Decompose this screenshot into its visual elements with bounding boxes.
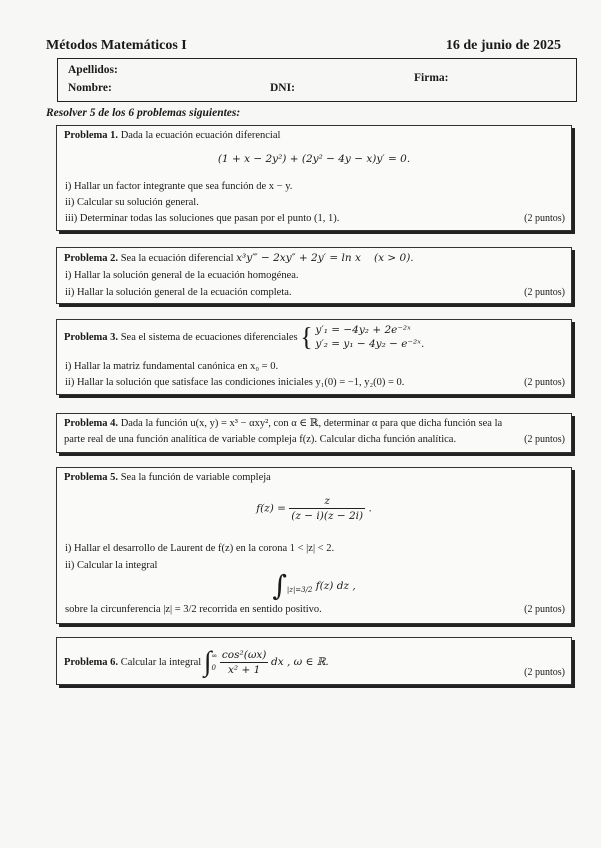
integral-subscript: |z|=3/2 <box>286 586 313 595</box>
function-definition <box>57 494 571 523</box>
fraction-numerator: cos²(ωx) <box>220 648 268 663</box>
problem-item: ii) Calcular la integral <box>65 560 158 571</box>
nombre-label: Nombre: <box>68 82 112 94</box>
problem-statement: Sea la función de variable compleja <box>120 472 271 483</box>
problem-statement: Sea la ecuación diferencial <box>120 253 234 264</box>
problem-item: i) Hallar la solución general de la ecuación homogénea. <box>65 270 299 281</box>
problem-points: (2 puntos) <box>524 604 565 615</box>
integral-lower-limit: 0 <box>211 663 216 672</box>
student-id-box <box>57 58 577 102</box>
problem-item: i) Hallar el desarrollo de Laurent de f(z) en la corona 1 < |z| < 2. <box>65 543 335 554</box>
problem-points: (2 puntos) <box>524 377 565 388</box>
problem-item: iii) Determinar todas las soluciones que pasan por el punto (1, 1). <box>65 213 340 224</box>
left-brace: { <box>300 322 313 352</box>
problem-closing: sobre la circunferencia |z| = 3/2 recorrida en sentido positivo. <box>65 604 322 615</box>
problem-2 <box>56 247 572 304</box>
problem-label: Problema 3. <box>64 332 119 344</box>
problem-text-line: Dada la función u(x, y) = x³ − αxy², con α ∈ ℝ, determinar α para que dicha función sea la <box>120 418 503 429</box>
problem-4 <box>56 413 572 453</box>
problem-statement: Dada la ecuación ecuación diferencial <box>120 130 281 141</box>
problem-label: Problema 1. <box>64 130 119 141</box>
problem-statement: Sea el sistema de ecuaciones diferenciales <box>120 332 298 344</box>
system-equation: y′₁ = −4y₂ + 2e⁻²ˣ <box>315 324 411 336</box>
function-lhs: f(z) = <box>256 502 286 515</box>
problem-5 <box>56 467 572 624</box>
dni-label: DNI: <box>270 82 295 94</box>
system-equation: y′₂ = y₁ − 4y₂ − e⁻²ˣ. <box>315 337 425 350</box>
fraction-denominator: x² + 1 <box>228 664 261 677</box>
problem-label: Problema 2. <box>64 253 119 264</box>
problem-equation: (1 + x − 2y²) + (2y² − 4y − x)y′ = 0. <box>217 153 411 165</box>
exam-title: Métodos Matemáticos I <box>46 38 187 53</box>
problem-points: (2 puntos) <box>524 667 565 678</box>
problem-label: Problema 4. <box>64 418 119 429</box>
exam-date: 16 de junio de 2025 <box>445 38 561 53</box>
problem-statement: Calcular la integral <box>120 657 202 669</box>
problem-item: ii) Hallar la solución que satisface las condiciones iniciales y₁(0) = −1, y₂(0) = 0. <box>65 377 405 388</box>
problem-item: i) Hallar un factor integrante que sea función de x − y. <box>65 181 293 192</box>
problem-points: (2 puntos) <box>524 213 565 224</box>
firma-label: Firma: <box>414 72 449 84</box>
problem-label: Problema 6. <box>64 657 119 669</box>
integral-body: f(z) dz , <box>315 580 356 592</box>
problem-6 <box>56 637 572 685</box>
problem-item: ii) Calcular su solución general. <box>65 197 199 208</box>
function-end: . <box>368 502 372 515</box>
fraction-denominator: (z − i)(z − 2i) <box>291 510 364 523</box>
problem-condition: (x > 0). <box>374 252 414 264</box>
problem-points: (2 puntos) <box>524 434 565 445</box>
problem-1 <box>56 125 572 231</box>
fraction-numerator: z <box>289 494 365 509</box>
apellidos-label: Apellidos: <box>68 64 118 76</box>
problem-label: Problema 5. <box>64 472 119 483</box>
integral-sign: ∫ <box>203 646 212 678</box>
problem-item: i) Hallar la matriz fundamental canónica en x₀ = 0. <box>65 361 279 372</box>
integral-tail: dx , ω ∈ ℝ. <box>271 656 329 669</box>
problem-3 <box>56 319 572 395</box>
integral-upper-limit: ∞ <box>211 652 218 661</box>
problem-equation: x³y‴ − 2xy″ + 2y′ = ln x <box>236 252 361 264</box>
problem-points: (2 puntos) <box>524 287 565 298</box>
instructions: Resolver 5 de los 6 problemas siguientes: <box>46 107 241 119</box>
problem-text-line: parte real de una función analítica de variable compleja f(z). Calcular dicha función analítica. <box>64 434 457 445</box>
problem-item: ii) Hallar la solución general de la ecuación completa. <box>65 287 292 298</box>
contour-integral <box>57 569 571 602</box>
integral-sign: ∫ <box>272 569 287 602</box>
